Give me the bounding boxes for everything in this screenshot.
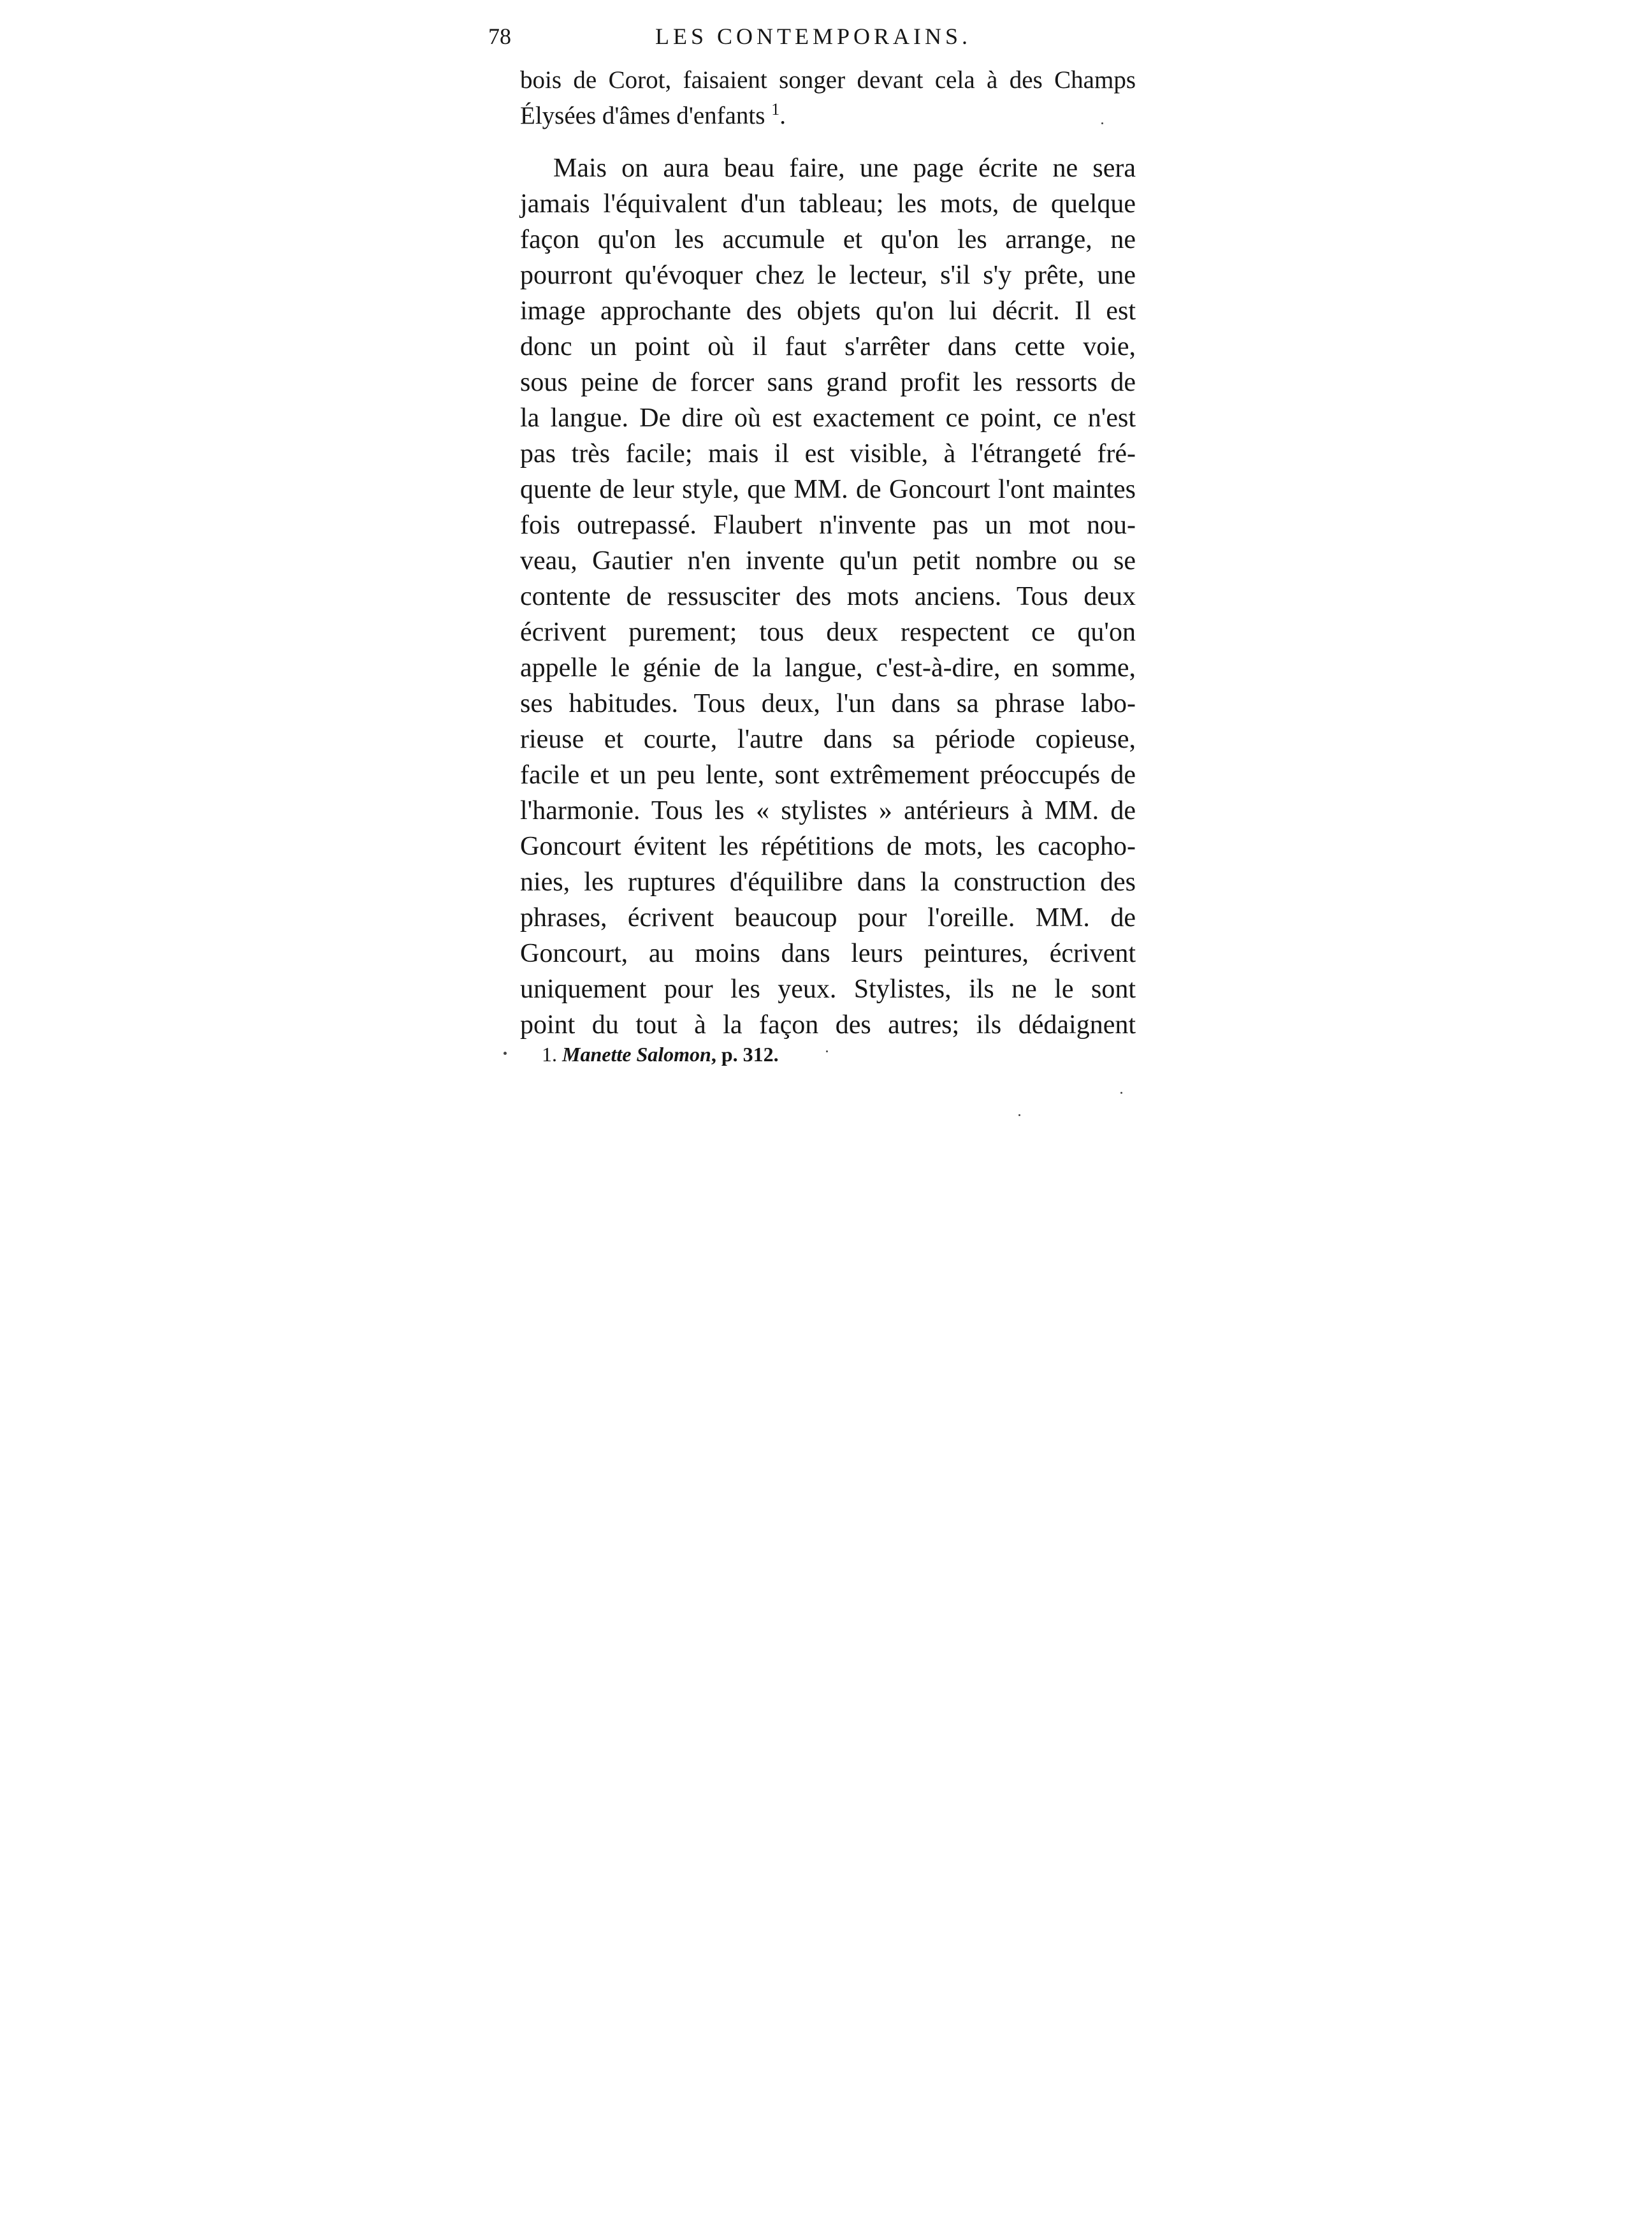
text-line: facile et un peu lente, sont extrêmement préoccupés de xyxy=(520,760,1136,790)
text-line: façon qu'on les accumule et qu'on les arrange, ne xyxy=(520,225,1136,254)
text-line: rieuse et courte, l'autre dans sa période copieuse, xyxy=(520,725,1136,754)
text-line: bois de Corot, faisaient songer devant cela à des Champs xyxy=(520,66,1136,94)
carryover-text xyxy=(520,62,1136,134)
text-line: image approchante des objets qu'on lui décrit. Il est xyxy=(520,296,1136,326)
text-line: Élysées d'âmes d'enfants $^1$. xyxy=(520,100,786,129)
text-line: écrivent purement; tous deux respectent ce qu'on xyxy=(520,618,1136,647)
text-line: phrases, écrivent beaucoup pour l'oreille. MM. de xyxy=(520,903,1136,933)
footnote-reference: 1 xyxy=(771,100,780,119)
scan-speck xyxy=(1101,122,1103,124)
text-line: fois outrepassé. Flaubert n'invente pas un mot nou- xyxy=(520,511,1136,540)
text-line: sous peine de forcer sans grand profit les ressorts de xyxy=(520,368,1136,397)
text-line: Goncourt, au moins dans leurs peintures, écrivent xyxy=(520,939,1136,968)
running-head: LES CONTEMPORAINS. xyxy=(655,24,972,49)
text-line: Goncourt évitent les répétitions de mots, les cacopho- xyxy=(520,832,1136,861)
footnote xyxy=(542,1040,779,1068)
text-line: nies, les ruptures d'équilibre dans la construction des xyxy=(520,868,1136,897)
body-paragraph xyxy=(520,150,1136,1043)
text-line: ses habitudes. Tous deux, l'un dans sa phrase labo- xyxy=(520,689,1136,718)
text-line: uniquement pour les yeux. Stylistes, ils ne le sont xyxy=(520,975,1136,1004)
scan-speck xyxy=(1120,1092,1122,1094)
scan-speck xyxy=(504,1052,507,1055)
text-line: pas très facile; mais il est visible, à l'étrangeté fré- xyxy=(520,439,1136,468)
text-line: pourront qu'évoquer chez le lecteur, s'il s'y prête, une xyxy=(520,261,1136,290)
text-line: contente de ressusciter des mots anciens. Tous deux xyxy=(520,582,1136,611)
footnote-page-ref: , p. 312. xyxy=(711,1043,779,1066)
text-line: quente de leur style, que MM. de Goncourt l'ont maintes xyxy=(520,475,1136,504)
text-line-content: Élysées d'âmes d'enfants xyxy=(520,102,765,129)
page-header xyxy=(488,19,1138,57)
text-line: veau, Gautier n'en invente qu'un petit nombre ou se xyxy=(520,546,1136,576)
footnote-number: 1. xyxy=(542,1043,557,1066)
page-number: 78 xyxy=(488,24,511,49)
text-line: point du tout à la façon des autres; ils dédaignent xyxy=(520,1010,1136,1040)
text-line: appelle le génie de la langue, c'est-à-dire, en somme, xyxy=(520,653,1136,683)
text-line: la langue. De dire où est exactement ce point, ce n'est xyxy=(520,403,1136,433)
text-line: donc un point où il faut s'arrêter dans cette voie, xyxy=(520,332,1136,361)
scan-speck xyxy=(1018,1114,1020,1116)
scan-speck xyxy=(826,1050,828,1052)
text-line: jamais l'équivalent d'un tableau; les mots, de quelque xyxy=(520,189,1136,219)
footnote-book-title: Manette Salomon xyxy=(562,1043,711,1066)
text-line: l'harmonie. Tous les « stylistes » antérieurs à MM. de xyxy=(520,796,1136,825)
text-line: Mais on aura beau faire, une page écrite ne sera xyxy=(553,154,1136,183)
